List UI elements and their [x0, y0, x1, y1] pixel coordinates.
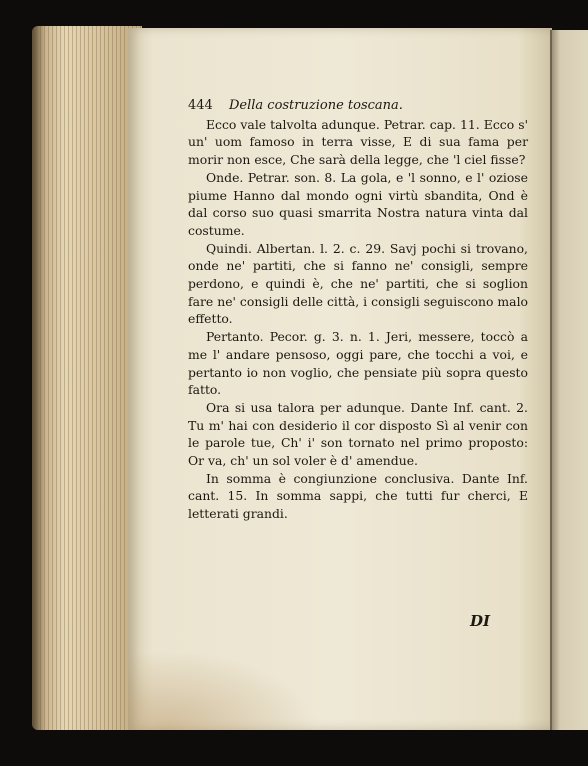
paragraph-in-somma: In somma è congiunzione conclusiva. Dante Inf. cant. 15. In somma sappi, che tutti fur cherci, E letterati grandi. — [188, 470, 528, 522]
paragraph-ora: Ora si usa talora per adunque. Dante Inf. cant. 2. Tu m' hai con desiderio il cor disposto Sì al venir con le parole tue, Ch' i' son tornato nel primo proposto: Or va, ch' un sol voler è d' amendue. — [188, 399, 528, 469]
running-title: Della costruzione toscana. — [228, 98, 403, 113]
page-number: 444 — [188, 98, 213, 113]
facing-page-edge — [552, 30, 588, 730]
paragraph-quindi: Quindi. Albertan. l. 2. c. 29. Savj pochi si trovano, onde ne' partiti, che si fanno ne' consigli, sempre perdono, e quindi è, che ne' partiti, che si soglion fare ne' consigli delle città, i consigli seguiscono malo effetto. — [188, 240, 528, 327]
paragraph-pertanto: Pertanto. Pecor. g. 3. n. 1. Jeri, messere, toccò a me l' andare pensoso, oggi pare, che tocchi a voi, e pertanto io non voglio, che pensiate più sopra questo fatto. — [188, 329, 528, 398]
paragraph-ecco: Ecco vale talvolta adunque. Petrar. cap. 11. Ecco s' un' uom famoso in terra visse, E di sua fama per morir non esce, Che sarà della legge, che 'l ciel fisse? — [188, 116, 528, 168]
paragraph-onde: Onde. Petrar. son. 8. La gola, e 'l sonno, e l' oziose piume Hanno dal mondo ogni virtù sbandita, Ond è dal corso suo quasi smarrita Nostra natura vinta dal costume. — [188, 169, 528, 238]
page-block-edges — [32, 26, 142, 730]
catchword: DI — [470, 612, 491, 630]
running-header — [188, 97, 528, 115]
page-text — [188, 97, 528, 523]
